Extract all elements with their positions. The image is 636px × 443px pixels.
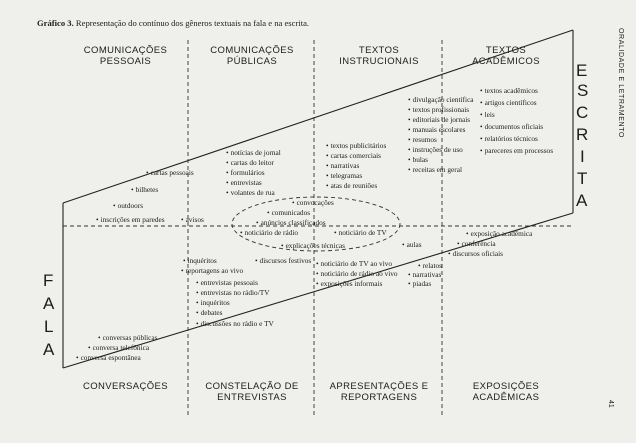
- genre-item: • conversa espontânea: [76, 354, 141, 361]
- fala-letter: A: [43, 294, 55, 313]
- genre-item: • exposição acadêmica: [466, 230, 532, 237]
- genre-item: • cartas do leitor: [226, 159, 274, 166]
- page-number: 41: [607, 400, 614, 408]
- genre-item: • outdoors: [113, 202, 143, 209]
- genre-item: • instruções de uso: [408, 146, 463, 153]
- genre-item: • discursos oficiais: [448, 250, 503, 257]
- genre-item: • conferência: [457, 240, 496, 247]
- genre-item: • avisos: [181, 216, 204, 223]
- oval-item: • anúncios classificados: [256, 219, 326, 226]
- escrita-letter: R: [576, 125, 589, 144]
- genre-item: • entrevistas: [226, 179, 262, 186]
- genre-item: • formulários: [226, 169, 265, 176]
- genre-item: • reportagens ao vivo: [181, 267, 243, 274]
- oval-item: • noticiário de TV: [334, 229, 387, 236]
- figure-caption: [37, 19, 309, 28]
- genre-item: • textos profissionais: [408, 106, 469, 113]
- genre-item: • inquéritos: [196, 299, 230, 306]
- genre-item: • bulas: [408, 156, 428, 163]
- genre-item: • manuais escolares: [408, 126, 465, 133]
- genre-item: • noticiário de rádio ao vivo: [316, 270, 398, 277]
- oval-item: • explicações técnicas: [281, 242, 345, 249]
- escrita-letter: E: [576, 61, 588, 80]
- genre-item: • leis: [480, 111, 495, 118]
- escrita-letter: C: [576, 103, 589, 122]
- genre-item: • textos publicitários: [326, 142, 386, 149]
- genre-item: • atas de reuniões: [326, 182, 377, 189]
- header-comunicacoes-publicas: COMUNICAÇÕES PÚBLICAS: [210, 45, 294, 67]
- side-running-title: ORALIDADE E LETRAMENTO: [617, 28, 624, 138]
- genre-item: • documentos oficiais: [480, 123, 543, 130]
- fala-letter: L: [44, 317, 54, 336]
- genre-item: • bilhetes: [131, 186, 158, 193]
- genre-item: • notícias de jornal: [226, 149, 281, 156]
- fala-letter: F: [43, 271, 54, 290]
- oval-item: • comunicados: [267, 209, 310, 216]
- escrita-letter: S: [577, 81, 589, 100]
- genre-item: • divulgação científica: [408, 96, 474, 103]
- oval-item: • convocações: [292, 199, 334, 206]
- header-comunicacoes-pessoais: COMUNICAÇÕES PESSOAIS: [83, 45, 168, 67]
- genre-item: • conversa telefônica: [88, 344, 149, 351]
- escrita-letter: T: [577, 169, 588, 188]
- genre-item: • aulas: [402, 241, 422, 248]
- escrita-letter: A: [576, 191, 588, 210]
- genre-item: • narrativas: [326, 162, 359, 169]
- genre-item: • narrativas: [408, 271, 441, 278]
- genre-item: • textos acadêmicos: [480, 87, 538, 94]
- genre-item: • inscrições em paredes: [96, 216, 165, 223]
- genre-item: • entrevistas pessoais: [196, 279, 258, 286]
- header-exposicoes-academicas: EXPOSIÇÕES ACADÊMICAS: [472, 381, 540, 403]
- genre-item: • conversas públicas: [98, 334, 157, 341]
- genre-item: • relatórios técnicos: [480, 135, 538, 142]
- genre-item: • relatos: [418, 262, 442, 269]
- genre-item: • editoriais de jornais: [408, 116, 470, 123]
- genre-item: • piadas: [408, 280, 431, 287]
- genre-item: • pareceres em processos: [480, 147, 553, 154]
- genre-item: • telegramas: [326, 172, 362, 179]
- header-apresentacoes-reportagens: APRESENTAÇÕES E REPORTAGENS: [329, 381, 429, 403]
- genre-item: • receitas em geral: [408, 166, 462, 173]
- header-textos-academicos: TEXTOS ACADÊMICOS: [472, 45, 540, 67]
- genre-item: • inquéritos: [183, 257, 217, 264]
- caption-text: Representação do contínuo dos gêneros textuais na fala e na escrita.: [75, 18, 310, 28]
- genre-item: • cartas pessoais: [146, 169, 194, 176]
- fala-letter: A: [43, 340, 55, 359]
- header-conversacoes: CONVERSAÇÕES: [82, 381, 169, 392]
- genre-item: • debates: [196, 309, 222, 316]
- genre-item: • discussões no rádio e TV: [196, 319, 278, 329]
- escrita-letter: I: [580, 147, 585, 166]
- genre-item: • discursos festivos: [255, 257, 311, 264]
- genre-item: • entrevistas no rádio/TV: [196, 289, 269, 296]
- header-textos-instrucionais: TEXTOS INSTRUCIONAIS: [339, 45, 419, 67]
- genre-item: • noticiário de TV ao vivo: [316, 260, 392, 267]
- genre-item: • resumos: [408, 136, 437, 143]
- caption-label: Gráfico 3.: [37, 18, 74, 28]
- oval-item: • noticiário de rádio: [240, 229, 298, 236]
- header-constelacao-entrevistas: CONSTELAÇÃO DE ENTREVISTAS: [205, 381, 299, 403]
- genre-item: • exposições informais: [316, 280, 382, 287]
- genre-item: • volantes de rua: [226, 189, 275, 196]
- genre-item: • cartas comerciais: [326, 152, 381, 159]
- genre-item: • artigos científicos: [480, 99, 537, 106]
